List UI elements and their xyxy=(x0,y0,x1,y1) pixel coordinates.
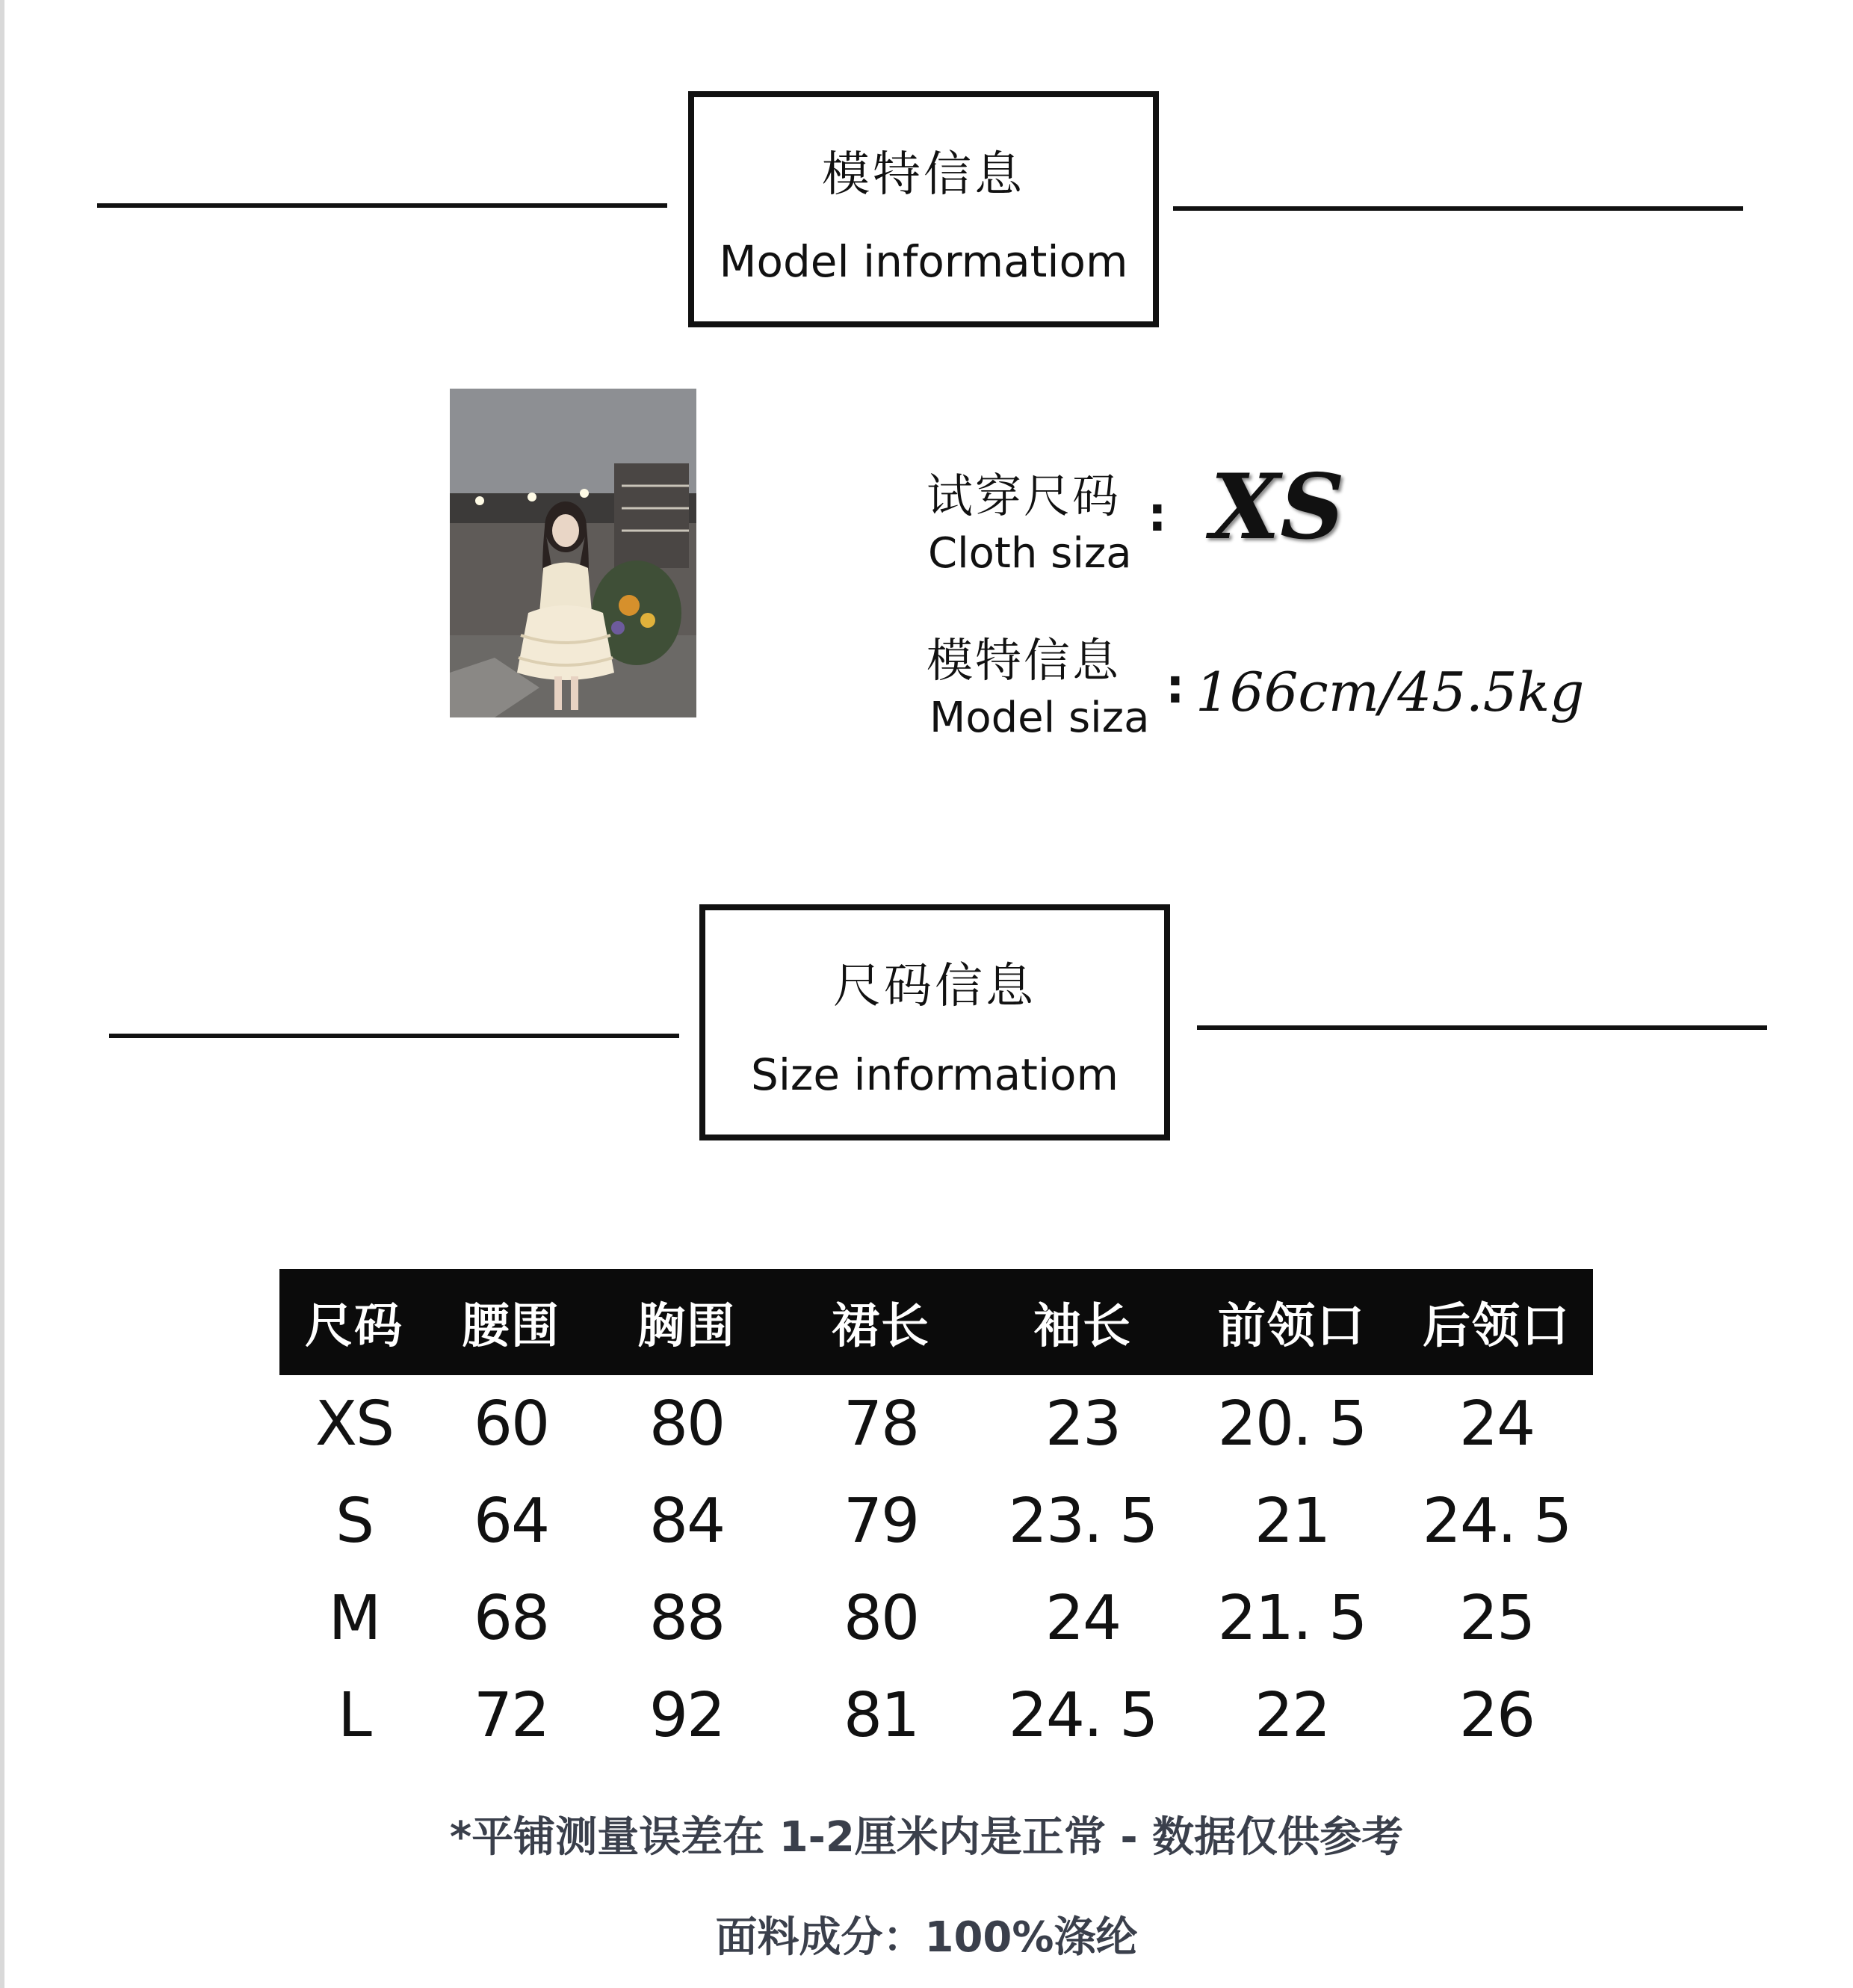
measurement-note: *平铺测量误差在 1-2厘米内是正常 - 数据仅供参考 xyxy=(449,1813,1404,1862)
fabric-note: 面料成分：100%涤纶 xyxy=(715,1913,1138,1962)
cell: 80 xyxy=(649,1388,725,1460)
cell: 24 xyxy=(1458,1388,1535,1460)
model-info-title-en: Model informatiom xyxy=(719,236,1128,287)
model-size-value: 166cm/45.5kg xyxy=(1195,661,1585,723)
cell: 78 xyxy=(843,1388,919,1460)
cell: XS xyxy=(315,1388,394,1460)
size-table xyxy=(279,1269,1593,1764)
cell: 84 xyxy=(649,1485,725,1557)
cell: 64 xyxy=(473,1485,549,1557)
cell: 22 xyxy=(1254,1679,1330,1751)
cell: 21 xyxy=(1254,1485,1330,1557)
cell: 80 xyxy=(843,1582,919,1654)
model-info-title-cn: 模特信息 xyxy=(822,147,1025,203)
model-photo xyxy=(450,389,696,717)
cell: 24. 5 xyxy=(1008,1679,1157,1751)
table-row xyxy=(279,1667,1593,1764)
cell: 92 xyxy=(649,1679,725,1751)
cell: 21. 5 xyxy=(1217,1582,1367,1654)
model-size-colon: : xyxy=(1166,659,1185,714)
cell: 24 xyxy=(1045,1582,1121,1654)
size-info-title-cn: 尺码信息 xyxy=(833,959,1036,1014)
model-info-heading xyxy=(688,91,1159,327)
table-row xyxy=(279,1375,1593,1472)
cell: 25 xyxy=(1458,1582,1535,1654)
header-front-neckline: 前领口 xyxy=(1218,1299,1366,1354)
cloth-size-label-en: Cloth siza xyxy=(928,529,1132,578)
cell: 68 xyxy=(473,1582,549,1654)
model-size-label-en: Model siza xyxy=(929,694,1150,742)
model-size-label-cn: 模特信息 xyxy=(926,633,1122,688)
header-sleeve-length: 袖长 xyxy=(1033,1299,1132,1354)
size-info-title-en: Size informatiom xyxy=(751,1049,1119,1100)
page-edge xyxy=(0,0,4,1988)
cell: S xyxy=(335,1485,374,1557)
table-row xyxy=(279,1472,1593,1569)
header-skirt-length: 裙长 xyxy=(832,1299,930,1354)
cloth-size-colon: : xyxy=(1148,487,1167,543)
cell: 23 xyxy=(1045,1388,1121,1460)
header-size: 尺码 xyxy=(305,1299,403,1354)
heading-rule-left xyxy=(97,203,667,208)
cell: 81 xyxy=(843,1679,919,1751)
heading-rule-right xyxy=(1197,1025,1767,1030)
cell: 79 xyxy=(843,1485,919,1557)
cloth-size-value: XS xyxy=(1210,454,1345,560)
cell: 72 xyxy=(473,1679,549,1751)
cell: 60 xyxy=(473,1388,549,1460)
cell: 88 xyxy=(649,1582,725,1654)
header-back-neckline: 后领口 xyxy=(1423,1299,1571,1354)
cell: L xyxy=(338,1679,371,1751)
header-waist: 腰围 xyxy=(462,1299,560,1354)
heading-rule-left xyxy=(109,1034,679,1038)
header-bust: 胸围 xyxy=(637,1299,736,1354)
cell: M xyxy=(328,1582,380,1654)
size-info-heading xyxy=(699,904,1170,1140)
table-header xyxy=(279,1269,1593,1375)
cell: 20. 5 xyxy=(1217,1388,1367,1460)
cloth-size-label-cn: 试穿尺码 xyxy=(926,469,1122,523)
cell: 26 xyxy=(1458,1679,1535,1751)
heading-rule-right xyxy=(1173,206,1743,211)
cell: 23. 5 xyxy=(1008,1485,1157,1557)
cell: 24. 5 xyxy=(1422,1485,1571,1557)
table-row xyxy=(279,1569,1593,1667)
